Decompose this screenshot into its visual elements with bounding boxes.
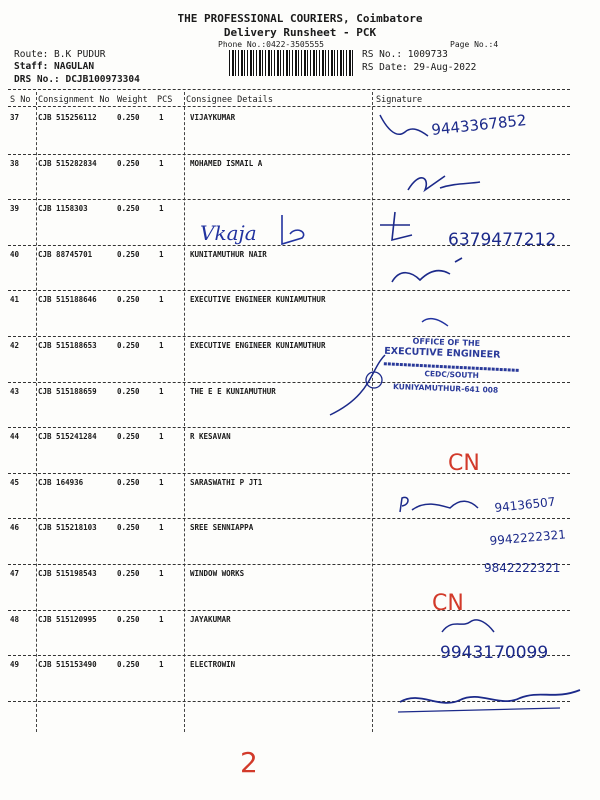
signature-scribble <box>366 372 382 388</box>
cell-weight: 0.250 <box>117 660 140 670</box>
cell-pcs: 1 <box>159 341 164 350</box>
cell-consignment: CJB 88745701 <box>38 249 93 259</box>
cell-sno: 41 <box>10 295 20 305</box>
handwritten-name: Vkaja <box>200 221 257 245</box>
handwritten-phone: 9443367852 <box>430 111 528 139</box>
cell-consignee: VIJAYKUMAR <box>190 113 236 122</box>
route-label: Route: B.K PUDUR <box>14 49 106 60</box>
cell-weight: 0.250 <box>117 249 140 259</box>
col-weight: Weight <box>117 95 148 105</box>
cell-consignment: CJB 515188659 <box>38 386 97 396</box>
cell-weight: 0.250 <box>117 477 140 487</box>
cell-consignee: ELECTROWIN <box>190 660 236 670</box>
cell-consignee: SARASWATHI P JT1 <box>190 477 263 487</box>
cell-pcs: 1 <box>159 432 164 442</box>
cell-pcs: 1 <box>159 158 164 168</box>
cell-consignment: CJB 515241284 <box>38 432 97 442</box>
cell-consignment: CJB 515282834 <box>38 158 97 168</box>
handwritten-phone: 9942222321 <box>489 527 567 548</box>
signature-scribble <box>392 258 462 282</box>
cell-pcs: 1 <box>159 249 164 259</box>
cell-sno: 45 <box>10 477 20 487</box>
svg-text:OFFICE OF THE: OFFICE OF THE <box>412 336 481 349</box>
col-sno: S No <box>10 95 31 105</box>
cell-consignee: SREE SENNIAPPA <box>190 523 254 533</box>
handwritten-mark: CN <box>448 451 480 476</box>
cell-sno: 49 <box>10 660 20 670</box>
signature-scribble <box>422 319 448 326</box>
col-pcs: PCS <box>157 95 173 105</box>
cell-consignment: CJB 515188646 <box>38 295 97 305</box>
handwritten-mark: CN <box>432 591 464 616</box>
handwritten-phone: 6379477212 <box>448 230 557 250</box>
cell-pcs: 1 <box>159 569 164 578</box>
cell-consignment: CJB 515120995 <box>38 614 97 624</box>
cell-sno: 42 <box>10 341 20 350</box>
cell-consignee: EXECUTIVE ENGINEER KUNIAMUTHUR <box>190 295 326 305</box>
cell-consignee: JAYAKUMAR <box>190 614 231 624</box>
cell-pcs: 1 <box>159 660 164 670</box>
signature-scribble <box>380 212 412 240</box>
rs-date: RS Date: 29-Aug-2022 <box>362 62 477 73</box>
page-number: Page No.:4 <box>450 40 499 49</box>
handwritten-phone: 9842222321 <box>484 561 561 575</box>
cell-pcs: 1 <box>159 113 164 122</box>
cell-weight: 0.250 <box>117 569 140 578</box>
cell-consignment: CJB 515218103 <box>38 523 97 533</box>
document-subtitle: Delivery Runsheet - PCK <box>223 26 377 39</box>
handwritten-phone: 94136507 <box>493 494 557 515</box>
cell-pcs: 1 <box>159 386 164 396</box>
cell-consignee: R KESAVAN <box>190 432 231 442</box>
cell-pcs: 1 <box>159 614 164 624</box>
cell-pcs: 1 <box>159 204 164 214</box>
cell-consignee: KUNITAMUTHUR NAIR <box>190 249 267 259</box>
rs-number: RS No.: 1009733 <box>362 49 448 60</box>
cell-weight: 0.250 <box>117 432 140 442</box>
cell-weight: 0.250 <box>117 614 140 624</box>
svg-text:EXECUTIVE ENGINEER: EXECUTIVE ENGINEER <box>384 345 501 361</box>
signature-scribble <box>408 176 480 190</box>
cell-sno: 46 <box>10 523 20 533</box>
col-consignee: Consignee Details <box>186 95 273 105</box>
handwritten-phone: 9943170099 <box>440 643 549 663</box>
cell-sno: 48 <box>10 614 20 624</box>
cell-consignment: CJB 164936 <box>38 477 84 487</box>
signature-scribble <box>400 690 580 703</box>
signature-scribble <box>398 708 560 712</box>
cell-consignee: MOHAMED ISMAIL A <box>190 158 263 168</box>
signature-scribble <box>282 215 304 244</box>
signature-scribble <box>400 497 478 512</box>
col-consignment: Consignment No <box>38 95 110 105</box>
svg-text:CEDC/SOUTH: CEDC/SOUTH <box>424 369 479 381</box>
cell-sno: 43 <box>10 386 20 396</box>
svg-text:KUNIYAMUTHUR-641 008: KUNIYAMUTHUR-641 008 <box>392 382 499 395</box>
cell-sno: 38 <box>10 158 20 168</box>
handwritten-mark: 2 <box>240 746 258 779</box>
cell-consignment: CJB 515256112 <box>38 113 97 122</box>
cell-weight: 0.250 <box>117 523 140 533</box>
cell-sno: 37 <box>10 113 20 122</box>
cell-consignment: CJB 515198543 <box>38 569 97 578</box>
cell-pcs: 1 <box>159 295 164 305</box>
cell-consignee: WINDOW WORKS <box>190 569 245 578</box>
cell-consignment: CJB 1158303 <box>38 204 88 214</box>
signature-scribble <box>442 620 494 632</box>
cell-consignment: CJB 515153490 <box>38 660 97 670</box>
cell-sno: 44 <box>10 432 20 442</box>
document-title: THE PROFESSIONAL COURIERS, Coimbatore <box>177 12 423 25</box>
cell-weight: 0.250 <box>117 295 140 305</box>
cell-sno: 47 <box>10 569 20 578</box>
cell-pcs: 1 <box>159 523 164 533</box>
drs-number: DRS No.: DCJB100973304 <box>14 74 140 85</box>
col-signature: Signature <box>376 95 423 105</box>
signature-scribble <box>380 115 428 136</box>
cell-weight: 0.250 <box>117 204 140 214</box>
cell-weight: 0.250 <box>117 158 140 168</box>
cell-weight: 0.250 <box>117 341 140 350</box>
cell-pcs: 1 <box>159 477 164 487</box>
cell-weight: 0.250 <box>117 113 140 122</box>
cell-weight: 0.250 <box>117 386 140 396</box>
staff-label: Staff: NAGULAN <box>14 61 95 72</box>
cell-consignee: THE E E KUNIAMUTHUR <box>190 386 276 396</box>
phone-number: Phone No.:0422-3505555 <box>218 40 324 49</box>
signature-scribble <box>330 355 385 415</box>
cell-sno: 39 <box>10 204 20 214</box>
cell-sno: 40 <box>10 249 20 259</box>
cell-consignee: EXECUTIVE ENGINEER KUNIAMUTHUR <box>190 341 326 350</box>
cell-consignment: CJB 515188653 <box>38 341 97 350</box>
official-stamp <box>383 336 521 396</box>
